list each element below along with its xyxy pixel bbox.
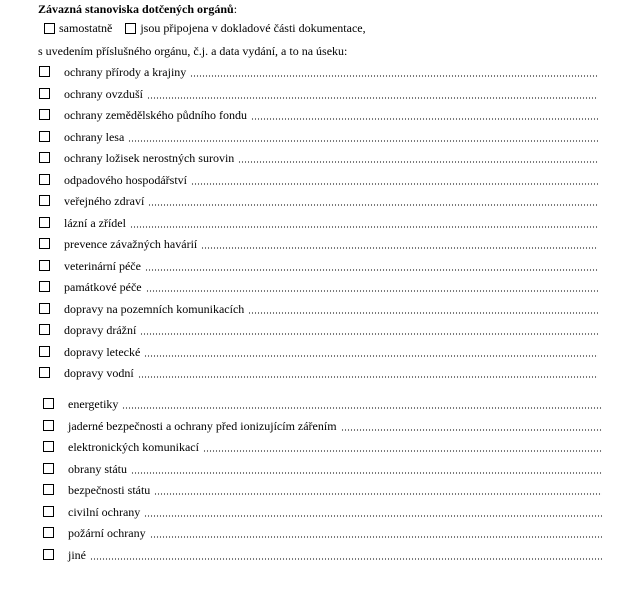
authority-label: ochrany ovzduší xyxy=(64,86,143,101)
checkbox[interactable] xyxy=(39,367,50,378)
authority-row-ochrany-zemedelskeho-pudniho-fondu[interactable] xyxy=(39,107,598,123)
authority-row-lazni-a-zridel[interactable] xyxy=(39,215,598,231)
authority-label: dopravy vodní xyxy=(64,366,134,380)
authority-row-civilni-ochrany[interactable] xyxy=(43,504,602,520)
checkbox[interactable] xyxy=(39,152,50,163)
fill-in-line[interactable] xyxy=(144,515,602,517)
authority-row-dopravy-drazni[interactable] xyxy=(39,322,598,338)
authority-row-pamatkove-pece[interactable] xyxy=(39,279,598,295)
fill-in-line[interactable] xyxy=(130,226,598,228)
authority-label: civilní ochrany xyxy=(68,504,141,519)
option-label: jsou připojena v dokladové části dokumentace, xyxy=(140,21,366,35)
authority-row-elektronickych-komunikaci[interactable] xyxy=(43,439,602,455)
authority-row-obrany-statu[interactable] xyxy=(43,461,602,477)
authority-label: jaderné bezpečnosti a ochrany před ionizujícím zářením xyxy=(68,418,337,433)
checkbox[interactable] xyxy=(43,484,54,495)
option-label: samostatně xyxy=(59,21,113,35)
checkbox[interactable] xyxy=(39,88,50,99)
section-title: Závazná stanoviska dotčených orgánů: xyxy=(38,2,238,16)
authority-label: jiné xyxy=(68,547,86,562)
checkbox[interactable] xyxy=(43,441,54,452)
checkbox[interactable] xyxy=(39,324,50,335)
fill-in-line[interactable] xyxy=(251,118,598,120)
fill-in-line[interactable] xyxy=(90,558,602,560)
fill-in-line[interactable] xyxy=(341,429,602,431)
checkbox[interactable] xyxy=(39,217,50,228)
authority-label: veřejného zdraví xyxy=(64,194,145,208)
fill-in-line[interactable] xyxy=(191,183,598,185)
fill-in-line[interactable] xyxy=(154,493,602,495)
authority-row-odpadoveho-hospodarstvi[interactable] xyxy=(39,172,598,188)
authority-label: ochrany lesa xyxy=(64,129,125,144)
fill-in-line[interactable] xyxy=(148,204,598,206)
checkbox[interactable] xyxy=(43,420,54,431)
authority-label: elektronických komunikací xyxy=(68,440,199,454)
authority-label: ochrany přírody a krajiny xyxy=(64,65,187,79)
checkbox[interactable] xyxy=(43,398,54,409)
fill-in-line[interactable] xyxy=(128,140,598,142)
authority-label: lázní a zřídel xyxy=(64,215,126,230)
checkbox[interactable] xyxy=(39,195,50,206)
authority-row-verejneho-zdravi[interactable] xyxy=(39,193,598,209)
authority-row-ochrany-lesa[interactable] xyxy=(39,129,598,145)
attachment-options xyxy=(44,20,376,36)
authority-label: veterinární péče xyxy=(64,258,141,273)
authority-label: energetiky xyxy=(68,397,119,411)
checkbox[interactable] xyxy=(125,23,136,34)
fill-in-line[interactable] xyxy=(147,97,598,99)
checkbox[interactable] xyxy=(39,238,50,249)
authority-label: dopravy na pozemních komunikacích xyxy=(64,301,245,316)
checkbox[interactable] xyxy=(39,66,50,77)
authority-row-prevence-zavaznych-havarii[interactable] xyxy=(39,236,598,252)
authority-row-ochrany-ovzdusi[interactable] xyxy=(39,86,598,102)
section-subtitle: s uvedením příslušného orgánu, č.j. a data vydání, a to na úseku: xyxy=(38,44,348,58)
authority-row-veterinarni-pece[interactable] xyxy=(39,258,598,274)
authority-label: ochrany zemědělského půdního fondu xyxy=(64,108,247,122)
fill-in-line[interactable] xyxy=(138,376,598,378)
fill-in-line[interactable] xyxy=(190,75,598,77)
authority-row-jaderne-bezpecnosti-a-ochrany-pred-ionizujicim-zarenim[interactable] xyxy=(43,418,602,434)
checkbox[interactable] xyxy=(39,109,50,120)
checkbox[interactable] xyxy=(39,174,50,185)
fill-in-line[interactable] xyxy=(122,407,602,409)
checkbox[interactable] xyxy=(39,346,50,357)
checkbox[interactable] xyxy=(43,549,54,560)
fill-in-line[interactable] xyxy=(145,269,598,271)
authority-label: požární ochrany xyxy=(68,526,146,540)
authority-label: ochrany ložisek nerostných surovin xyxy=(64,151,235,165)
checkbox[interactable] xyxy=(43,463,54,474)
authority-label: obrany státu xyxy=(68,461,127,476)
checkbox[interactable] xyxy=(44,23,55,34)
checkbox[interactable] xyxy=(43,527,54,538)
authority-label: prevence závažných havárií xyxy=(64,237,198,251)
authority-label: dopravy letecké xyxy=(64,344,141,359)
fill-in-line[interactable] xyxy=(144,355,598,357)
checkbox[interactable] xyxy=(43,506,54,517)
authority-label: odpadového hospodářství xyxy=(64,172,187,187)
option-separate[interactable] xyxy=(44,20,112,36)
fill-in-line[interactable] xyxy=(238,161,598,163)
fill-in-line[interactable] xyxy=(131,472,602,474)
checkbox[interactable] xyxy=(39,281,50,292)
fill-in-line[interactable] xyxy=(150,536,602,538)
checkbox[interactable] xyxy=(39,303,50,314)
authority-row-dopravy-vodni[interactable] xyxy=(39,365,598,381)
authority-row-dopravy-na-pozemnich-komunikacich[interactable] xyxy=(39,301,598,317)
authority-row-ochrany-prirody-a-krajiny[interactable] xyxy=(39,64,598,80)
authority-row-bezpecnosti-statu[interactable] xyxy=(43,482,602,498)
authority-row-energetiky[interactable] xyxy=(43,396,602,412)
authority-label: památkové péče xyxy=(64,280,142,294)
checkbox[interactable] xyxy=(39,260,50,271)
fill-in-line[interactable] xyxy=(203,450,602,452)
fill-in-line[interactable] xyxy=(146,290,598,292)
fill-in-line[interactable] xyxy=(140,333,598,335)
authority-row-ochrany-lozisek-nerostnych-surovin[interactable] xyxy=(39,150,598,166)
authority-row-pozarni-ochrany[interactable] xyxy=(43,525,602,541)
fill-in-line[interactable] xyxy=(248,312,598,314)
authority-row-dopravy-letecke[interactable] xyxy=(39,344,598,360)
fill-in-line[interactable] xyxy=(201,247,598,249)
authority-label: dopravy drážní xyxy=(64,323,137,337)
authority-row-jine[interactable] xyxy=(43,547,602,563)
checkbox[interactable] xyxy=(39,131,50,142)
authority-label: bezpečnosti státu xyxy=(68,483,151,497)
option-attached[interactable] xyxy=(125,20,365,36)
